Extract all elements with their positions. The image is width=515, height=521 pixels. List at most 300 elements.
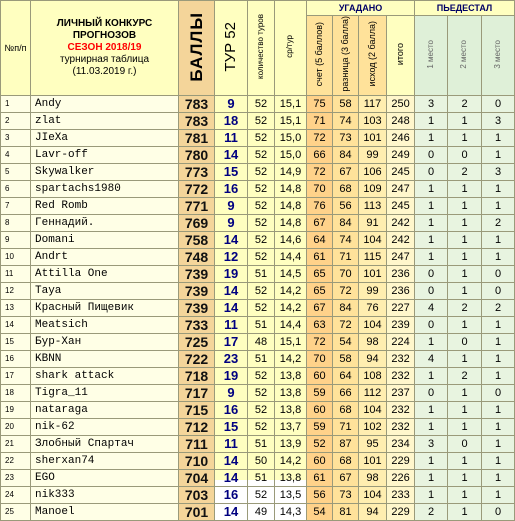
points-cell: 783	[179, 95, 215, 112]
table-row	[1, 248, 515, 265]
diff-cell: 68	[333, 452, 359, 469]
tour-points-cell: 14	[215, 282, 248, 299]
place3-cell: 1	[482, 333, 515, 350]
table-row	[1, 435, 515, 452]
total-cell: 224	[387, 333, 415, 350]
total-cell: 248	[387, 112, 415, 129]
table-row	[1, 197, 515, 214]
points-cell: 758	[179, 231, 215, 248]
total-cell: 236	[387, 265, 415, 282]
points-cell: 722	[179, 350, 215, 367]
table-row	[1, 299, 515, 316]
points-cell: 718	[179, 367, 215, 384]
place1-cell: 1	[415, 214, 448, 231]
tour-points-cell: 14	[215, 299, 248, 316]
points-cell: 769	[179, 214, 215, 231]
place2-cell: 0	[448, 333, 482, 350]
tours-count-cell: 52	[248, 384, 275, 401]
outcome-cell: 101	[359, 452, 387, 469]
tours-count-cell: 52	[248, 180, 275, 197]
row-number: 17	[1, 367, 31, 384]
player-name: Meatsich	[31, 316, 179, 333]
total-cell: 233	[387, 486, 415, 503]
total-cell: 246	[387, 129, 415, 146]
row-number: 4	[1, 146, 31, 163]
total-cell: 232	[387, 418, 415, 435]
place3-cell: 2	[482, 299, 515, 316]
score-cell: 63	[307, 316, 333, 333]
tour-points-cell: 9	[215, 95, 248, 112]
diff-cell: 74	[333, 231, 359, 248]
avg-cell: 15,1	[275, 95, 307, 112]
diff-cell: 58	[333, 95, 359, 112]
tour-points-cell: 12	[215, 248, 248, 265]
avg-cell: 15,1	[275, 112, 307, 129]
place2-cell: 1	[448, 418, 482, 435]
place3-header: 3 место	[482, 16, 515, 96]
score-cell: 67	[307, 214, 333, 231]
place1-cell: 1	[415, 486, 448, 503]
table-row	[1, 350, 515, 367]
player-name: Red Romb	[31, 197, 179, 214]
place3-cell: 3	[482, 112, 515, 129]
table-row	[1, 180, 515, 197]
place1-cell: 3	[415, 435, 448, 452]
outcome-cell: 103	[359, 112, 387, 129]
place1-cell: 1	[415, 452, 448, 469]
place2-cell: 2	[448, 299, 482, 316]
outcome-header: исход (2 балла)	[359, 16, 387, 96]
table-row	[1, 418, 515, 435]
player-name: Taya	[31, 282, 179, 299]
table-row	[1, 129, 515, 146]
total-cell: 232	[387, 367, 415, 384]
diff-cell: 67	[333, 163, 359, 180]
row-number: 7	[1, 197, 31, 214]
points-cell: 780	[179, 146, 215, 163]
player-name: KBNN	[31, 350, 179, 367]
total-cell: 242	[387, 231, 415, 248]
place1-cell: 4	[415, 299, 448, 316]
place2-cell: 1	[448, 503, 482, 520]
player-name: Attilla One	[31, 265, 179, 282]
avg-cell: 14,2	[275, 452, 307, 469]
place1-cell: 1	[415, 248, 448, 265]
date-label: (11.03.2019 г.)	[72, 65, 137, 77]
table-row	[1, 316, 515, 333]
points-cell: 704	[179, 469, 215, 486]
place2-header: 2 место	[448, 16, 482, 96]
tours-count-cell: 52	[248, 299, 275, 316]
place2-cell: 2	[448, 367, 482, 384]
outcome-cell: 104	[359, 316, 387, 333]
place2-cell: 2	[448, 95, 482, 112]
place1-cell: 0	[415, 282, 448, 299]
outcome-cell: 91	[359, 214, 387, 231]
avg-cell: 14,4	[275, 316, 307, 333]
place1-cell: 0	[415, 146, 448, 163]
row-number: 21	[1, 435, 31, 452]
tour-points-cell: 16	[215, 486, 248, 503]
score-header: счет (5 баллов)	[307, 16, 333, 96]
diff-cell: 73	[333, 129, 359, 146]
points-cell: 773	[179, 163, 215, 180]
title-line-2: ПРОГНОЗОВ	[72, 29, 137, 41]
total-cell: 234	[387, 435, 415, 452]
place2-cell: 1	[448, 282, 482, 299]
tour-points-cell: 9	[215, 197, 248, 214]
tours-count-cell: 52	[248, 231, 275, 248]
player-name: sherxan74	[31, 452, 179, 469]
outcome-cell: 115	[359, 248, 387, 265]
tour-points-cell: 14	[215, 146, 248, 163]
place2-cell: 1	[448, 129, 482, 146]
outcome-cell: 104	[359, 231, 387, 248]
player-name: nik333	[31, 486, 179, 503]
points-cell: 717	[179, 384, 215, 401]
diff-cell: 56	[333, 197, 359, 214]
tours-count-cell: 52	[248, 418, 275, 435]
row-number: 18	[1, 384, 31, 401]
table-row	[1, 367, 515, 384]
outcome-cell: 106	[359, 163, 387, 180]
player-name: Skywalker	[31, 163, 179, 180]
avg-header: ср/тур	[275, 1, 307, 96]
tour-points-cell: 17	[215, 333, 248, 350]
player-name: Lavr-off	[31, 146, 179, 163]
outcome-cell: 99	[359, 146, 387, 163]
score-cell: 72	[307, 333, 333, 350]
place1-cell: 3	[415, 95, 448, 112]
diff-cell: 70	[333, 265, 359, 282]
row-number: 22	[1, 452, 31, 469]
total-cell: 226	[387, 469, 415, 486]
place2-cell: 1	[448, 214, 482, 231]
player-name: JIeXa	[31, 129, 179, 146]
place3-cell: 1	[482, 367, 515, 384]
tour-points-cell: 18	[215, 112, 248, 129]
place2-cell: 1	[448, 112, 482, 129]
place1-cell: 4	[415, 350, 448, 367]
diff-cell: 68	[333, 180, 359, 197]
score-cell: 56	[307, 486, 333, 503]
tours-count-cell: 51	[248, 469, 275, 486]
place2-cell: 1	[448, 469, 482, 486]
place1-header: 1 место	[415, 16, 448, 96]
outcome-cell: 102	[359, 418, 387, 435]
outcome-cell: 104	[359, 401, 387, 418]
player-name: nik-62	[31, 418, 179, 435]
place3-cell: 1	[482, 469, 515, 486]
total-cell: 227	[387, 299, 415, 316]
pedestal-header: ПЬЕДЕСТАЛ	[415, 1, 515, 16]
place2-cell: 1	[448, 452, 482, 469]
outcome-cell: 94	[359, 503, 387, 520]
place2-cell: 1	[448, 265, 482, 282]
row-number: 24	[1, 486, 31, 503]
row-number: 11	[1, 265, 31, 282]
table-row	[1, 333, 515, 350]
points-cell: 781	[179, 129, 215, 146]
avg-cell: 14,8	[275, 197, 307, 214]
table-row	[1, 486, 515, 503]
place1-cell: 0	[415, 316, 448, 333]
table-header	[1, 1, 515, 96]
points-cell: 712	[179, 418, 215, 435]
score-cell: 70	[307, 350, 333, 367]
diff-cell: 84	[333, 146, 359, 163]
place1-cell: 1	[415, 401, 448, 418]
points-cell: 715	[179, 401, 215, 418]
place3-cell: 1	[482, 435, 515, 452]
score-cell: 75	[307, 95, 333, 112]
total-cell: 232	[387, 401, 415, 418]
score-cell: 60	[307, 452, 333, 469]
avg-cell: 15,0	[275, 129, 307, 146]
place2-cell: 0	[448, 435, 482, 452]
points-cell: 701	[179, 503, 215, 520]
avg-cell: 14,8	[275, 180, 307, 197]
avg-cell: 14,3	[275, 503, 307, 520]
place3-cell: 0	[482, 384, 515, 401]
place1-cell: 2	[415, 503, 448, 520]
table-row	[1, 265, 515, 282]
place1-cell: 1	[415, 112, 448, 129]
tours-count-cell: 52	[248, 95, 275, 112]
tours-count-cell: 52	[248, 112, 275, 129]
place3-cell: 1	[482, 129, 515, 146]
score-cell: 70	[307, 180, 333, 197]
row-number: 3	[1, 129, 31, 146]
table-row	[1, 163, 515, 180]
num-header: №п/п	[1, 1, 31, 96]
tour-points-cell: 11	[215, 435, 248, 452]
row-number: 6	[1, 180, 31, 197]
tours-count-cell: 52	[248, 214, 275, 231]
diff-cell: 72	[333, 316, 359, 333]
score-cell: 59	[307, 384, 333, 401]
place3-cell: 0	[482, 503, 515, 520]
total-cell: 236	[387, 282, 415, 299]
tour-points-cell: 19	[215, 367, 248, 384]
outcome-cell: 98	[359, 333, 387, 350]
row-number: 23	[1, 469, 31, 486]
avg-cell: 14,5	[275, 265, 307, 282]
tours-count-cell: 52	[248, 486, 275, 503]
outcome-cell: 108	[359, 367, 387, 384]
score-cell: 67	[307, 299, 333, 316]
player-name: shark attack	[31, 367, 179, 384]
avg-cell: 14,2	[275, 282, 307, 299]
place3-cell: 1	[482, 248, 515, 265]
row-number: 10	[1, 248, 31, 265]
score-cell: 65	[307, 265, 333, 282]
player-name: Бур-Хан	[31, 333, 179, 350]
tour-points-cell: 14	[215, 469, 248, 486]
place2-cell: 2	[448, 163, 482, 180]
tours-count-cell: 52	[248, 197, 275, 214]
place2-cell: 1	[448, 197, 482, 214]
place3-cell: 1	[482, 146, 515, 163]
total-cell: 239	[387, 316, 415, 333]
table-row	[1, 112, 515, 129]
diff-cell: 81	[333, 503, 359, 520]
avg-cell: 14,2	[275, 299, 307, 316]
row-number: 25	[1, 503, 31, 520]
total-cell: 249	[387, 146, 415, 163]
place3-cell: 1	[482, 418, 515, 435]
tours-count-cell: 52	[248, 248, 275, 265]
tours-count-cell: 52	[248, 367, 275, 384]
place1-cell: 1	[415, 367, 448, 384]
diff-cell: 73	[333, 486, 359, 503]
place2-cell: 0	[448, 146, 482, 163]
table-row	[1, 214, 515, 231]
total-cell: 229	[387, 503, 415, 520]
diff-cell: 84	[333, 214, 359, 231]
place2-cell: 1	[448, 401, 482, 418]
row-number: 12	[1, 282, 31, 299]
place3-cell: 1	[482, 350, 515, 367]
points-cell: 739	[179, 282, 215, 299]
player-name: zlat	[31, 112, 179, 129]
score-cell: 72	[307, 129, 333, 146]
place1-cell: 1	[415, 469, 448, 486]
player-name: Геннадий.	[31, 214, 179, 231]
season-label: СЕЗОН 2018/19	[67, 41, 142, 53]
outcome-cell: 101	[359, 129, 387, 146]
tours-count-cell: 51	[248, 350, 275, 367]
guessed-header: УГАДАНО	[307, 1, 415, 16]
avg-cell: 14,8	[275, 214, 307, 231]
place3-cell: 0	[482, 95, 515, 112]
player-name: Злобный Спартач	[31, 435, 179, 452]
player-name: nataraga	[31, 401, 179, 418]
tours-count-cell: 50	[248, 452, 275, 469]
diff-cell: 71	[333, 418, 359, 435]
avg-cell: 13,8	[275, 367, 307, 384]
place2-cell: 1	[448, 486, 482, 503]
row-number: 15	[1, 333, 31, 350]
place1-cell: 0	[415, 384, 448, 401]
avg-cell: 13,7	[275, 418, 307, 435]
place1-cell: 1	[415, 231, 448, 248]
outcome-cell: 99	[359, 282, 387, 299]
tour-points-cell: 9	[215, 214, 248, 231]
tour-points-cell: 14	[215, 452, 248, 469]
score-cell: 54	[307, 503, 333, 520]
total-cell: 242	[387, 214, 415, 231]
diff-header: разница (3 балла)	[333, 16, 359, 96]
player-name: Красный Пищевик	[31, 299, 179, 316]
score-cell: 60	[307, 401, 333, 418]
place3-cell: 3	[482, 163, 515, 180]
table-row	[1, 452, 515, 469]
tour-points-cell: 23	[215, 350, 248, 367]
place1-cell: 1	[415, 418, 448, 435]
avg-cell: 13,8	[275, 469, 307, 486]
table-row	[1, 384, 515, 401]
outcome-cell: 98	[359, 469, 387, 486]
place3-cell: 1	[482, 180, 515, 197]
tours-count-cell: 51	[248, 316, 275, 333]
avg-cell: 14,9	[275, 163, 307, 180]
avg-cell: 13,8	[275, 401, 307, 418]
total-cell: 237	[387, 384, 415, 401]
score-cell: 71	[307, 112, 333, 129]
tour-points-cell: 16	[215, 401, 248, 418]
place2-cell: 1	[448, 248, 482, 265]
place2-cell: 1	[448, 350, 482, 367]
tour-points-cell: 11	[215, 129, 248, 146]
total-cell: 229	[387, 452, 415, 469]
player-name: spartachs1980	[31, 180, 179, 197]
score-cell: 76	[307, 197, 333, 214]
points-cell: 710	[179, 452, 215, 469]
row-number: 9	[1, 231, 31, 248]
row-number: 2	[1, 112, 31, 129]
tours-count-cell: 52	[248, 146, 275, 163]
tours-count-cell: 52	[248, 163, 275, 180]
diff-cell: 84	[333, 299, 359, 316]
row-number: 8	[1, 214, 31, 231]
place1-cell: 1	[415, 180, 448, 197]
score-cell: 64	[307, 231, 333, 248]
row-number: 5	[1, 163, 31, 180]
player-name: Andy	[31, 95, 179, 112]
points-cell: 783	[179, 112, 215, 129]
row-number: 16	[1, 350, 31, 367]
tours-count-cell: 52	[248, 129, 275, 146]
place3-cell: 0	[482, 265, 515, 282]
avg-cell: 13,5	[275, 486, 307, 503]
tour-points-cell: 19	[215, 265, 248, 282]
tour-points-cell: 14	[215, 231, 248, 248]
points-header: БАЛЛЫ	[179, 1, 215, 96]
diff-cell: 58	[333, 350, 359, 367]
outcome-cell: 101	[359, 265, 387, 282]
outcome-cell: 117	[359, 95, 387, 112]
place1-cell: 0	[415, 265, 448, 282]
points-cell: 739	[179, 299, 215, 316]
points-cell: 703	[179, 486, 215, 503]
score-cell: 60	[307, 367, 333, 384]
diff-cell: 64	[333, 367, 359, 384]
player-name: Manoel	[31, 503, 179, 520]
score-cell: 72	[307, 163, 333, 180]
tours-count-cell: 52	[248, 282, 275, 299]
table-body	[1, 95, 515, 520]
outcome-cell: 94	[359, 350, 387, 367]
score-cell: 52	[307, 435, 333, 452]
place1-cell: 0	[415, 163, 448, 180]
diff-cell: 72	[333, 282, 359, 299]
row-number: 1	[1, 95, 31, 112]
points-cell: 772	[179, 180, 215, 197]
place2-cell: 1	[448, 231, 482, 248]
tours-count-cell: 51	[248, 265, 275, 282]
diff-cell: 74	[333, 112, 359, 129]
place3-cell: 1	[482, 316, 515, 333]
outcome-cell: 112	[359, 384, 387, 401]
table-row	[1, 503, 515, 520]
player-name: Tigra_11	[31, 384, 179, 401]
points-cell: 725	[179, 333, 215, 350]
avg-cell: 13,8	[275, 384, 307, 401]
tour-points-cell: 14	[215, 503, 248, 520]
avg-cell: 14,6	[275, 231, 307, 248]
points-cell: 748	[179, 248, 215, 265]
